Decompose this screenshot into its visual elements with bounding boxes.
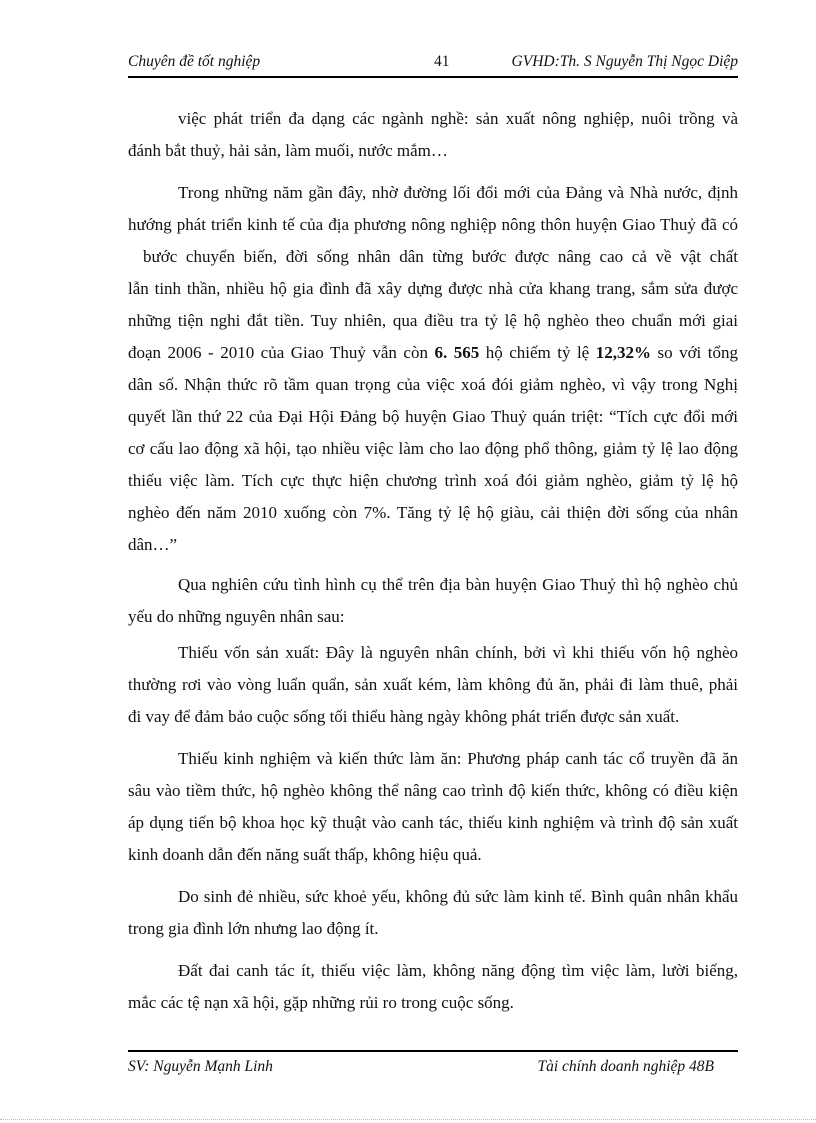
paragraph-5 (128, 743, 738, 871)
header-supervisor: GVHD:Th. S Nguyễn Thị Ngọc Diệp (511, 53, 738, 70)
text-line (128, 337, 738, 369)
page-break-divider (0, 1119, 816, 1120)
text-line: quyết lần thứ 22 của Đại Hội Đảng bộ huyện Giao Thuỷ quán triệt: “Tích cực đổi mới (128, 407, 738, 426)
text-line: mắc các tệ nạn xã hội, gặp những rủi ro trong cuộc sống. (128, 993, 514, 1012)
paragraph-3 (128, 569, 738, 633)
text-line: dân số. Nhận thức rõ tầm quan trọng của việc xoá đói giảm nghèo, vì vậy trong Nghị (128, 375, 738, 394)
text-line: Qua nghiên cứu tình hình cụ thể trên địa bàn huyện Giao Thuỷ thì hộ nghèo chủ (178, 575, 738, 594)
text-line: Đất đai canh tác ít, thiếu việc làm, không năng động tìm việc làm, lười biếng, (178, 961, 738, 980)
text-line: việc phát triển đa dạng các ngành nghề: sản xuất nông nghiệp, nuôi trồng và (178, 109, 738, 128)
text-line: cơ cấu lao động xã hội, tạo nhiều việc làm cho lao động phổ thông, giảm tỷ lệ lao động (128, 439, 738, 458)
text-line: Thiếu vốn sản xuất: Đây là nguyên nhân chính, bởi vì khi thiếu vốn hộ nghèo (178, 643, 738, 662)
paragraph-7 (128, 955, 738, 1019)
text-line: hướng phát triển kinh tế của địa phương nông nghiệp nông thôn huyện Giao Thuỷ đã có (128, 215, 738, 234)
text-line: sâu vào tiềm thức, hộ nghèo không thể nâng cao trình độ kiến thức, không có điều kiện (128, 781, 738, 800)
paragraph-2 (128, 177, 738, 561)
text-fragment: so với tổng (650, 343, 739, 362)
text-line: bước chuyển biến, đời sống nhân dân từng bước được nâng cao cả về vật chất (143, 247, 738, 266)
text-fragment: đoạn 2006 - 2010 của Giao Thuỷ vẫn còn (128, 343, 435, 362)
text-line: lẫn tinh thần, nhiều hộ gia đình đã xây dựng được nhà cửa khang trang, sắm sửa được (128, 279, 738, 298)
text-line: dân…” (128, 535, 178, 554)
text-line: đánh bắt thuỷ, hải sản, làm muối, nước mắm… (128, 141, 448, 160)
text-line: nghèo đến năm 2010 xuống còn 7%. Tăng tỷ lệ hộ giàu, cải thiện đời sống của nhân (128, 503, 738, 522)
text-line: thiếu việc làm. Tích cực thực hiện chương trình xoá đói giảm nghèo, giảm tỷ lệ hộ (128, 471, 738, 490)
text-line: đi vay để đảm bảo cuộc sống tối thiểu hàng ngày không phát triển được sản xuất. (128, 707, 680, 726)
poor-household-count: 6. 565 (434, 343, 480, 362)
page-header (128, 52, 738, 78)
text-line: thường rơi vào vòng luẩn quẩn, sản xuất kém, làm không đủ ăn, phải đi làm thuê, phải (128, 675, 738, 694)
text-line: những tiện nghi đắt tiền. Tuy nhiên, qua điều tra tỷ lệ hộ nghèo theo chuẩn mới giai (128, 311, 738, 330)
text-line: kinh doanh dẫn đến năng suất thấp, không hiệu quả. (128, 845, 482, 864)
footer-class: Tài chính doanh nghiệp 48B (537, 1058, 714, 1075)
text-line: yếu do những nguyên nhân sau: (128, 607, 345, 626)
footer-student: SV: Nguyễn Mạnh Linh (128, 1058, 273, 1075)
poor-household-rate: 12,32% (595, 343, 651, 362)
document-body (128, 103, 738, 1019)
header-left-title: Chuyên đề tốt nghiệp (128, 53, 261, 70)
paragraph-1 (128, 103, 738, 167)
text-line: Trong những năm gần đây, nhờ đường lối đổi mới của Đảng và Nhà nước, định (178, 183, 738, 202)
text-line: trong gia đình lớn nhưng lao động ít. (128, 919, 379, 938)
text-line: Thiếu kinh nghiệm và kiến thức làm ăn: Phương pháp canh tác cổ truyền đã ăn (178, 749, 738, 768)
paragraph-6 (128, 881, 738, 945)
text-line: Do sinh đẻ nhiều, sức khoẻ yếu, không đủ sức làm kinh tế. Bình quân nhân khẩu (178, 887, 738, 906)
paragraph-4 (128, 637, 738, 733)
text-fragment: hộ chiếm tỷ lệ (479, 343, 596, 362)
text-line: áp dụng tiến bộ khoa học kỹ thuật vào canh tác, thiếu kinh nghiệm và trình độ sản xuất (128, 813, 738, 832)
page-footer (128, 1050, 738, 1078)
page-number: 41 (434, 53, 450, 70)
